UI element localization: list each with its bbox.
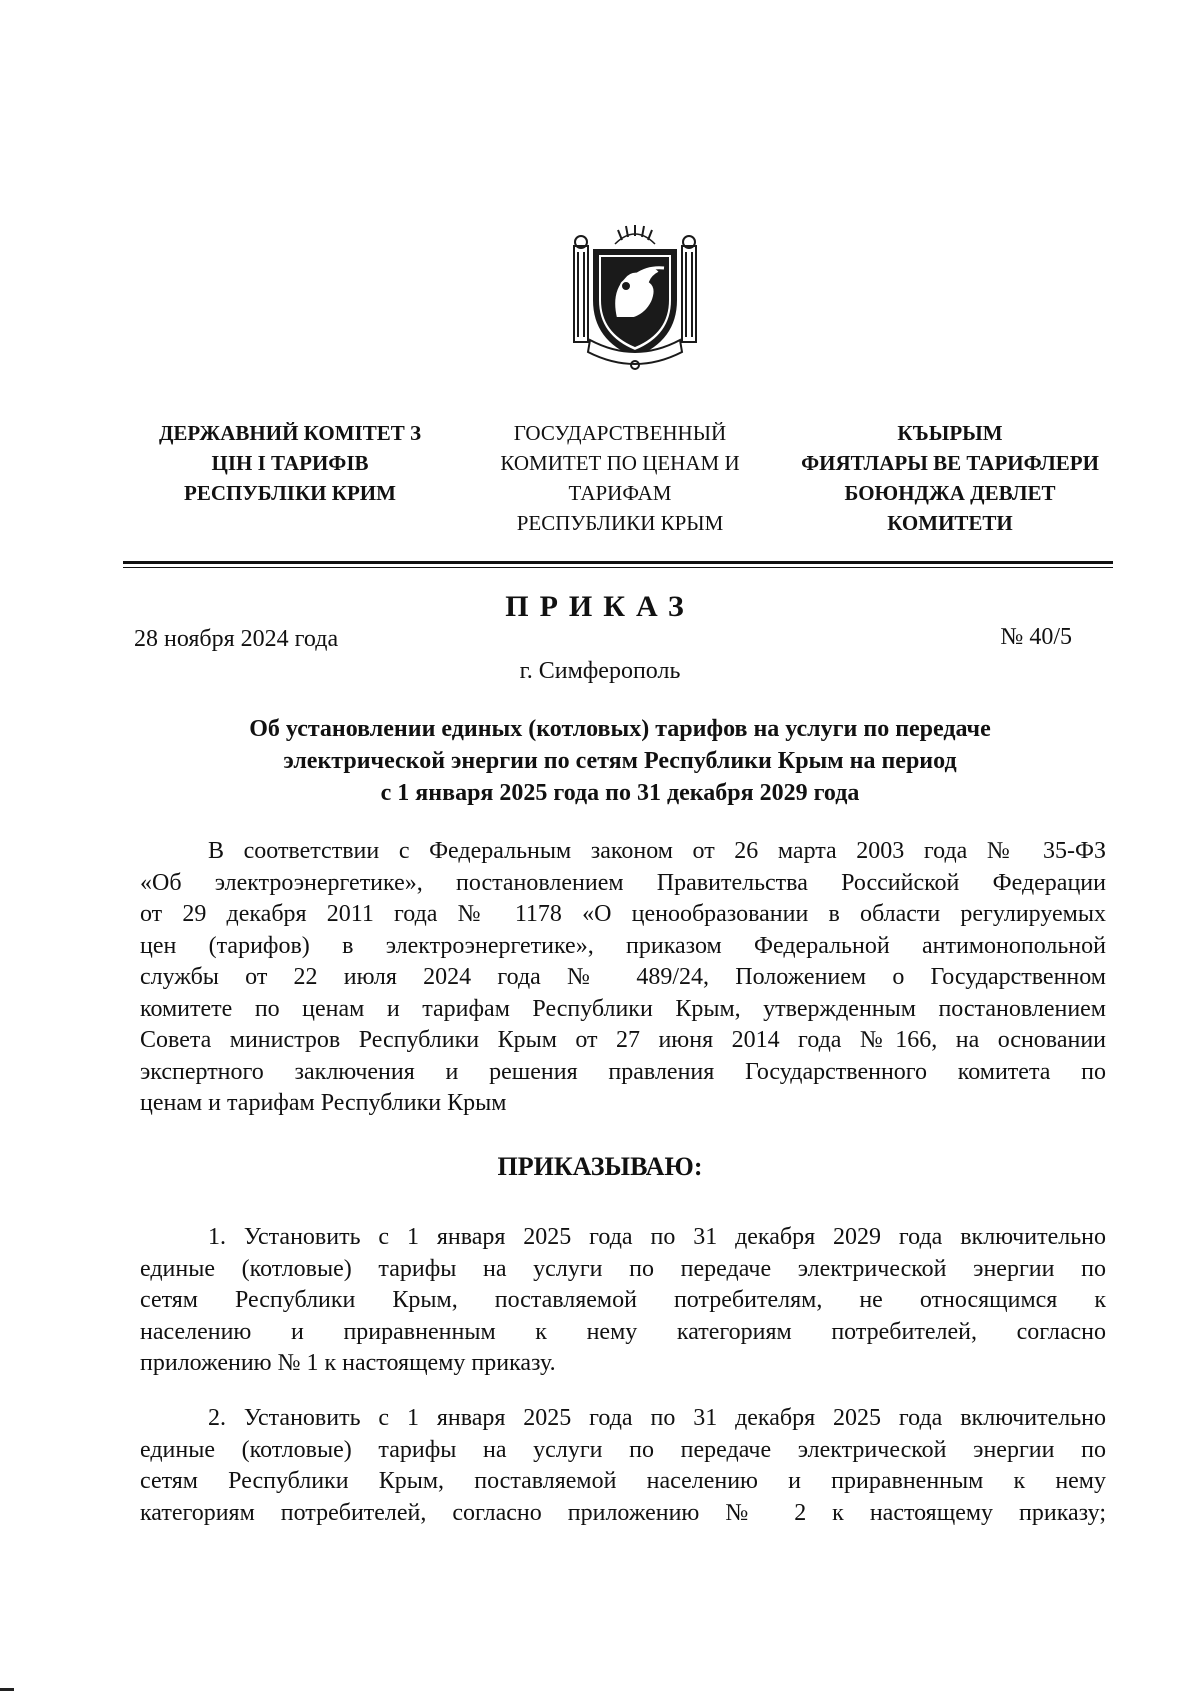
text-line: экспертного заключения и решения правления Государственного комитета по [140, 1058, 1106, 1085]
text-line: единые (котловые) тарифы на услуги по передаче электрической энергии по [140, 1255, 1106, 1282]
header-line: ЦІН І ТАРИФІВ [211, 451, 369, 475]
header-line: КЪЫРЫМ [897, 421, 1003, 445]
text-line: единые (котловые) тарифы на услуги по передаче электрической энергии по [140, 1436, 1106, 1463]
header-line: БОЮНДЖА ДЕВЛЕТ [844, 481, 1056, 505]
preamble-paragraph [140, 836, 1106, 1120]
text-line: «Об электроэнергетике», постановлением Правительства Российской Федерации [140, 869, 1106, 896]
text-line: сетям Республики Крым, поставляемой населению и приравненным к нему [140, 1468, 1106, 1494]
subject-line: электрической энергии по сетям Республики Крым на период [283, 748, 957, 774]
header-russian [460, 418, 780, 538]
text-line: населению и приравненным к нему категориям потребителей, согласно [140, 1318, 1106, 1345]
subject-line: Об установлении единых (котловых) тарифов на услуги по передаче [249, 716, 991, 742]
text-line: от 29 декабря 2011 года № 1178 «О ценообразовании в области регулируемых [140, 901, 1106, 927]
text-line: 1. Установить с 1 января 2025 года по 31 декабря 2029 года включительно [208, 1224, 1106, 1250]
document-city: г. Симферополь [519, 658, 681, 684]
document-subject [150, 713, 1090, 809]
text-line: категориям потребителей, согласно приложению № 2 к настоящему приказу; [140, 1499, 1106, 1526]
text-line: 2. Установить с 1 января 2025 года по 31 декабря 2025 года включительно [208, 1405, 1106, 1431]
text-line: Совета министров Республики Крым от 27 июня 2014 года №166, на основании [140, 1027, 1106, 1053]
header-line: ДЕРЖАВНИЙ КОМІТЕТ З [158, 421, 422, 445]
text-line: сетям Республики Крым, поставляемой потребителям, не относящимся к [140, 1287, 1106, 1313]
header-crimean-tatar [790, 418, 1110, 538]
text-line: ценам и тарифам Республики Крым [140, 1090, 507, 1116]
text-line: приложению № 1 к настоящему приказу. [140, 1350, 556, 1376]
text-line: службы от 22 июля 2024 года № 489/24, Положением о Государственном [140, 964, 1106, 990]
order-item-2 [140, 1403, 1106, 1529]
document-title: ПРИКАЗ [505, 590, 695, 623]
subject-line: с 1 января 2025 года по 31 декабря 2029 года [380, 780, 860, 806]
order-item-1 [140, 1222, 1106, 1380]
header-line: КОМИТЕТИ [887, 511, 1013, 535]
header-line: РЕСПУБЛИКИ КРЫМ [516, 511, 724, 535]
scan-edge-mark [0, 1688, 14, 1691]
header-line: ГОСУДАРСТВЕННЫЙ [513, 421, 727, 445]
document-date: 28 ноября 2024 года [134, 626, 339, 652]
text-line: цен (тарифов) в электроэнергетике», приказом Федеральной антимонопольной [140, 932, 1106, 959]
header-divider-thin [123, 567, 1113, 568]
header-divider [123, 561, 1113, 564]
header-line: ФИЯТЛАРЫ ВЕ ТАРИФЛЕРИ [801, 451, 1099, 475]
text-line: комитете по ценам и тарифам Республики Крым, утвержденным постановлением [140, 995, 1106, 1022]
header-line: ТАРИФАМ [568, 481, 672, 505]
header-line: КОМИТЕТ ПО ЦЕНАМ И [500, 451, 740, 475]
order-heading: ПРИКАЗЫВАЮ: [497, 1152, 703, 1181]
document-number: № 40/5 [1000, 624, 1072, 650]
header-line: РЕСПУБЛІКИ КРИМ [184, 481, 396, 505]
crimea-coat-of-arms-icon [560, 222, 710, 372]
header-ukrainian [130, 418, 450, 508]
text-line: В соответствии с Федеральным законом от 26 марта 2003 года № 35-ФЗ [208, 838, 1106, 864]
